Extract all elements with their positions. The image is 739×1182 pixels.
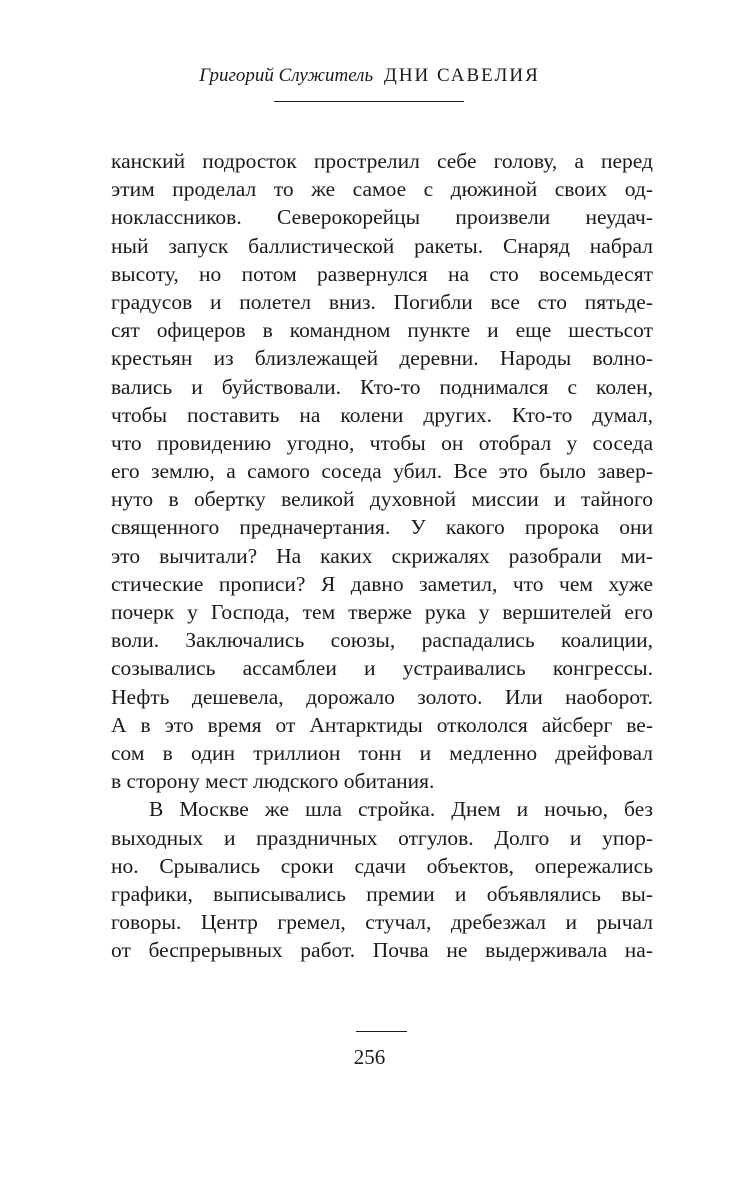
text-line: созывались ассамблеи и устраивались конгрессы. — [111, 656, 653, 681]
header-book-title: ДНИ САВЕЛИЯ — [383, 65, 540, 86]
body-text — [111, 147, 653, 964]
text-line: чтобы поставить на колени других. Кто-то думал, — [111, 402, 653, 427]
text-line: вались и буйствовали. Кто-то поднимался с колен, — [111, 374, 653, 399]
text-line: крестьян из близлежащей деревни. Народы волно- — [111, 346, 653, 371]
text-line: градусов и полетел вниз. Погибли все сто пятьде- — [111, 289, 653, 314]
text-line: но. Срывались сроки сдачи объектов, опережались — [111, 853, 653, 878]
text-line: ный запуск баллистической ракеты. Снаряд набрал — [111, 233, 653, 258]
text-line: сят офицеров в командном пункте и еще шестьсот — [111, 318, 653, 343]
header-author: Григорий Служитель — [199, 65, 374, 86]
text-line: высоту, но потом развернулся на сто восемьдесят — [111, 261, 653, 286]
header-divider — [274, 101, 464, 102]
text-line: от беспрерывных работ. Почва не выдерживала на- — [111, 938, 653, 963]
text-line: это вычитали? На каких скрижалях разобрали ми- — [111, 543, 653, 568]
text-line: сом в один триллион тонн и медленно дрейфовал — [111, 740, 653, 765]
text-line: ноклассников. Северокорейцы произвели неудач- — [111, 205, 653, 230]
text-line: этим проделал то же самое с дюжиной своих од- — [111, 177, 653, 202]
text-line: священного предначертания. У какого пророка они — [111, 515, 653, 540]
text-line: его землю, а самого соседа убил. Все это было завер- — [111, 459, 653, 484]
text-line: выходных и праздничных отгулов. Долго и упор- — [111, 825, 653, 850]
text-line: канский подросток прострелил себе голову, а перед — [111, 149, 653, 173]
text-line: воли. Заключались союзы, распадались коалиции, — [111, 628, 653, 653]
text-line: А в это время от Антарктиды откололся айсберг ве- — [111, 712, 653, 737]
running-header — [0, 64, 739, 88]
text-line: говоры. Центр гремел, стучал, дребезжал и рычал — [111, 910, 653, 935]
text-line: нуто в обертку великой духовной миссии и тайного — [111, 487, 653, 512]
footer-divider — [356, 1031, 407, 1032]
text-line: Нефть дешевела, дорожало золото. Или наоборот. — [111, 684, 653, 709]
page-number: 256 — [353, 1045, 386, 1069]
text-line: что провидению угодно, чтобы он отобрал у соседа — [111, 430, 653, 455]
paragraph-start-line: В Москве же шла стройка. Днем и ночью, без — [149, 797, 653, 822]
text-line: стические прописи? Я давно заметил, что чем хуже — [111, 571, 653, 596]
text-line: графики, выписывались премии и объявлялись вы- — [111, 881, 653, 906]
text-line: почерк у Господа, тем тверже рука у вершителей его — [111, 600, 653, 624]
text-line: в сторону мест людского обитания. — [111, 769, 435, 794]
